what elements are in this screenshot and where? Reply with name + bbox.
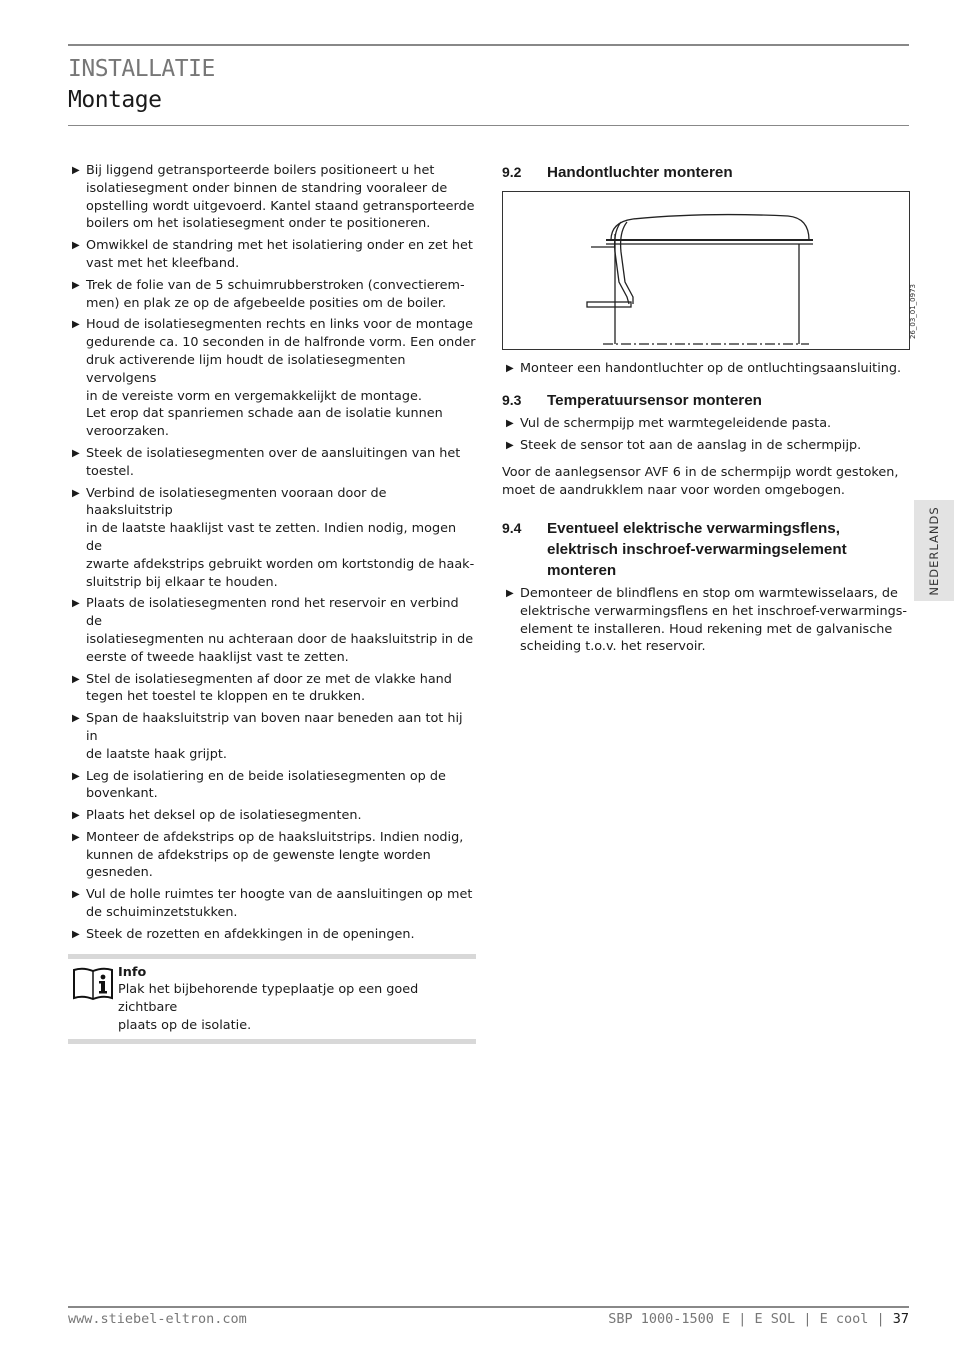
list-item: ▶ Steek de sensor tot aan de aanslag in de schermpijp.: [506, 437, 862, 453]
info-text: Plak het bijbehorende typeplaatje op een goed zichtbare plaats op de isolatie.: [118, 982, 419, 1034]
section-heading-9-3: 9.3 Temperatuursensor monteren: [502, 391, 762, 409]
bullet-arrow-icon: ▶: [72, 673, 80, 685]
list-item: ▶ Trek de folie van de 5 schuimrubberstroken (convectierem- men) en plak ze op de afgebeelde posities om de boiler.: [72, 277, 465, 311]
left-column: [68, 162, 476, 1044]
bullet-arrow-icon: ▶: [72, 487, 80, 499]
list-item: ▶ Vul de holle ruimtes ter hoogte van de aansluitingen op met de schuiminzetstukken.: [72, 887, 473, 921]
footer-url[interactable]: www.stiebel-eltron.com: [68, 1311, 247, 1327]
air-vent-figure: [502, 191, 917, 350]
bullet-arrow-icon: ▶: [72, 165, 80, 176]
bullet-arrow-icon: ▶: [72, 447, 80, 459]
list-item: ▶ Steek de rozetten en afdekkingen in de openingen.: [72, 926, 415, 942]
bullet-arrow-icon: ▶: [72, 770, 80, 782]
bullet-arrow-icon: ▶: [506, 417, 514, 429]
footer-product-name: SBP 1000-1500 E | E SOL | E cool |: [608, 1311, 885, 1327]
footer-rule: [68, 1306, 909, 1308]
section-heading-9-4: 9.4 Eventueel elektrische verwarmingsflens, elektrisch inschroef-verwarmingselement monteren: [502, 519, 847, 579]
boiler-top-drawing: [503, 192, 909, 349]
header-top-rule: [68, 44, 909, 46]
footer-product: [608, 1311, 909, 1327]
bullet-arrow-icon: ▶: [72, 810, 80, 822]
list-item: ▶ Houd de isolatiesegmenten rechts en links voor de montage gedurende ca. 10 seconden in de halfronde vorm. Een onder druk activerende lijm houdt de isolatiesegmenten vervolgens in de vereiste vorm en vergemakkelijkt de montage. Let erop dat spanriemen schade aan de isolatie kunnen veroorzaken.: [72, 317, 476, 440]
language-tab-label: NEDERLANDS: [927, 505, 941, 596]
bullet-arrow-icon: ▶: [72, 279, 80, 291]
list-item: ▶ Plaats de isolatiesegmenten rond het reservoir en verbind de isolatiesegmenten nu achteraan door de haaksluitstrip in de eerste of tweede haaklijst vast te zetten.: [72, 596, 474, 665]
bullet-arrow-icon: ▶: [72, 598, 80, 610]
list-item: ▶ Stel de isolatiesegmenten af door ze met de vlakke hand tegen het toestel te kloppen en te drukken.: [72, 671, 452, 705]
bullet-arrow-icon: ▶: [506, 439, 514, 451]
list-item: ▶ Omwikkel de standring met het isolatiering onder en zet het vast met het kleefband.: [72, 238, 473, 271]
list-item: ▶ Demonteer de blindflens en stop om warmtewisselaars, de elektrische verwarmingsflens en het inschroef-verwarmings- element te installeren. Houd rekening met de galvanische scheiding t.o.v. het reservoir.: [506, 585, 908, 655]
bullet-arrow-icon: ▶: [72, 831, 80, 843]
bullet-arrow-icon: ▶: [72, 713, 80, 725]
list-item: ▶ Bij liggend getransporteerde boilers positioneert u het isolatiesegment onder binnen de standring vooraleer de opstelling wordt uitgevoerd. Kantel staand getransporteerde boilers om het isolatiesegment onder te positioneren.: [72, 163, 475, 232]
list-item: ▶ Span de haaksluitstrip van boven naar beneden aan tot hij in de laatste haak grijpt.: [72, 711, 463, 762]
header-bottom-rule: [68, 125, 909, 126]
list-item: ▶ Leg de isolatiering en de beide isolatiesegmenten op de bovenkant.: [72, 768, 446, 802]
section-title: INSTALLATIE: [68, 56, 215, 82]
bullet-arrow-icon: ▶: [72, 319, 80, 331]
list-item: ▶ Steek de isolatiesegmenten over de aansluitingen van het toestel.: [72, 445, 461, 479]
bullet-arrow-icon: ▶: [506, 587, 514, 599]
info-book-icon: [72, 967, 114, 1001]
info-title: Info: [118, 964, 147, 980]
page-title: Montage: [68, 87, 162, 113]
page-number: 37: [892, 1311, 909, 1327]
right-column: [502, 162, 917, 660]
list-item: ▶ Vul de schermpijp met warmtegeleidende pasta.: [506, 415, 832, 431]
bullet-arrow-icon: ▶: [72, 928, 80, 940]
list-item: ▶ Monteer een handontluchter op de ontluchtingsaansluiting.: [506, 361, 902, 376]
bullet-arrow-icon: ▶: [72, 240, 80, 252]
info-box: [68, 954, 476, 1044]
figure-code: 26_03_01_0973: [909, 284, 917, 340]
section-heading-9-2: 9.2 Handontluchter monteren: [502, 164, 733, 181]
bullet-arrow-icon: ▶: [72, 889, 80, 901]
list-item: ▶ Monteer de afdekstrips op de haaksluitstrips. Indien nodig, kunnen de afdekstrips op de gewenste lengte worden gesneden.: [72, 829, 464, 881]
language-tab: [914, 500, 954, 601]
list-item: ▶ Verbind de isolatiesegmenten vooraan door de haaksluitstrip in de laatste haaklijst vast te zetten. Indien nodig, mogen de zwarte afdekstrips gebruikt worden om kortstondig de haak- sluitstrip bij elkaar te houden.: [72, 485, 475, 590]
paragraph: Voor de aanlegsensor AVF 6 in de schermpijp wordt gestoken, moet de aandrukklem naar voor worden omgebogen.: [502, 465, 899, 499]
list-item: ▶ Plaats het deksel op de isolatiesegmenten.: [72, 808, 362, 824]
bullet-arrow-icon: ▶: [506, 363, 514, 374]
